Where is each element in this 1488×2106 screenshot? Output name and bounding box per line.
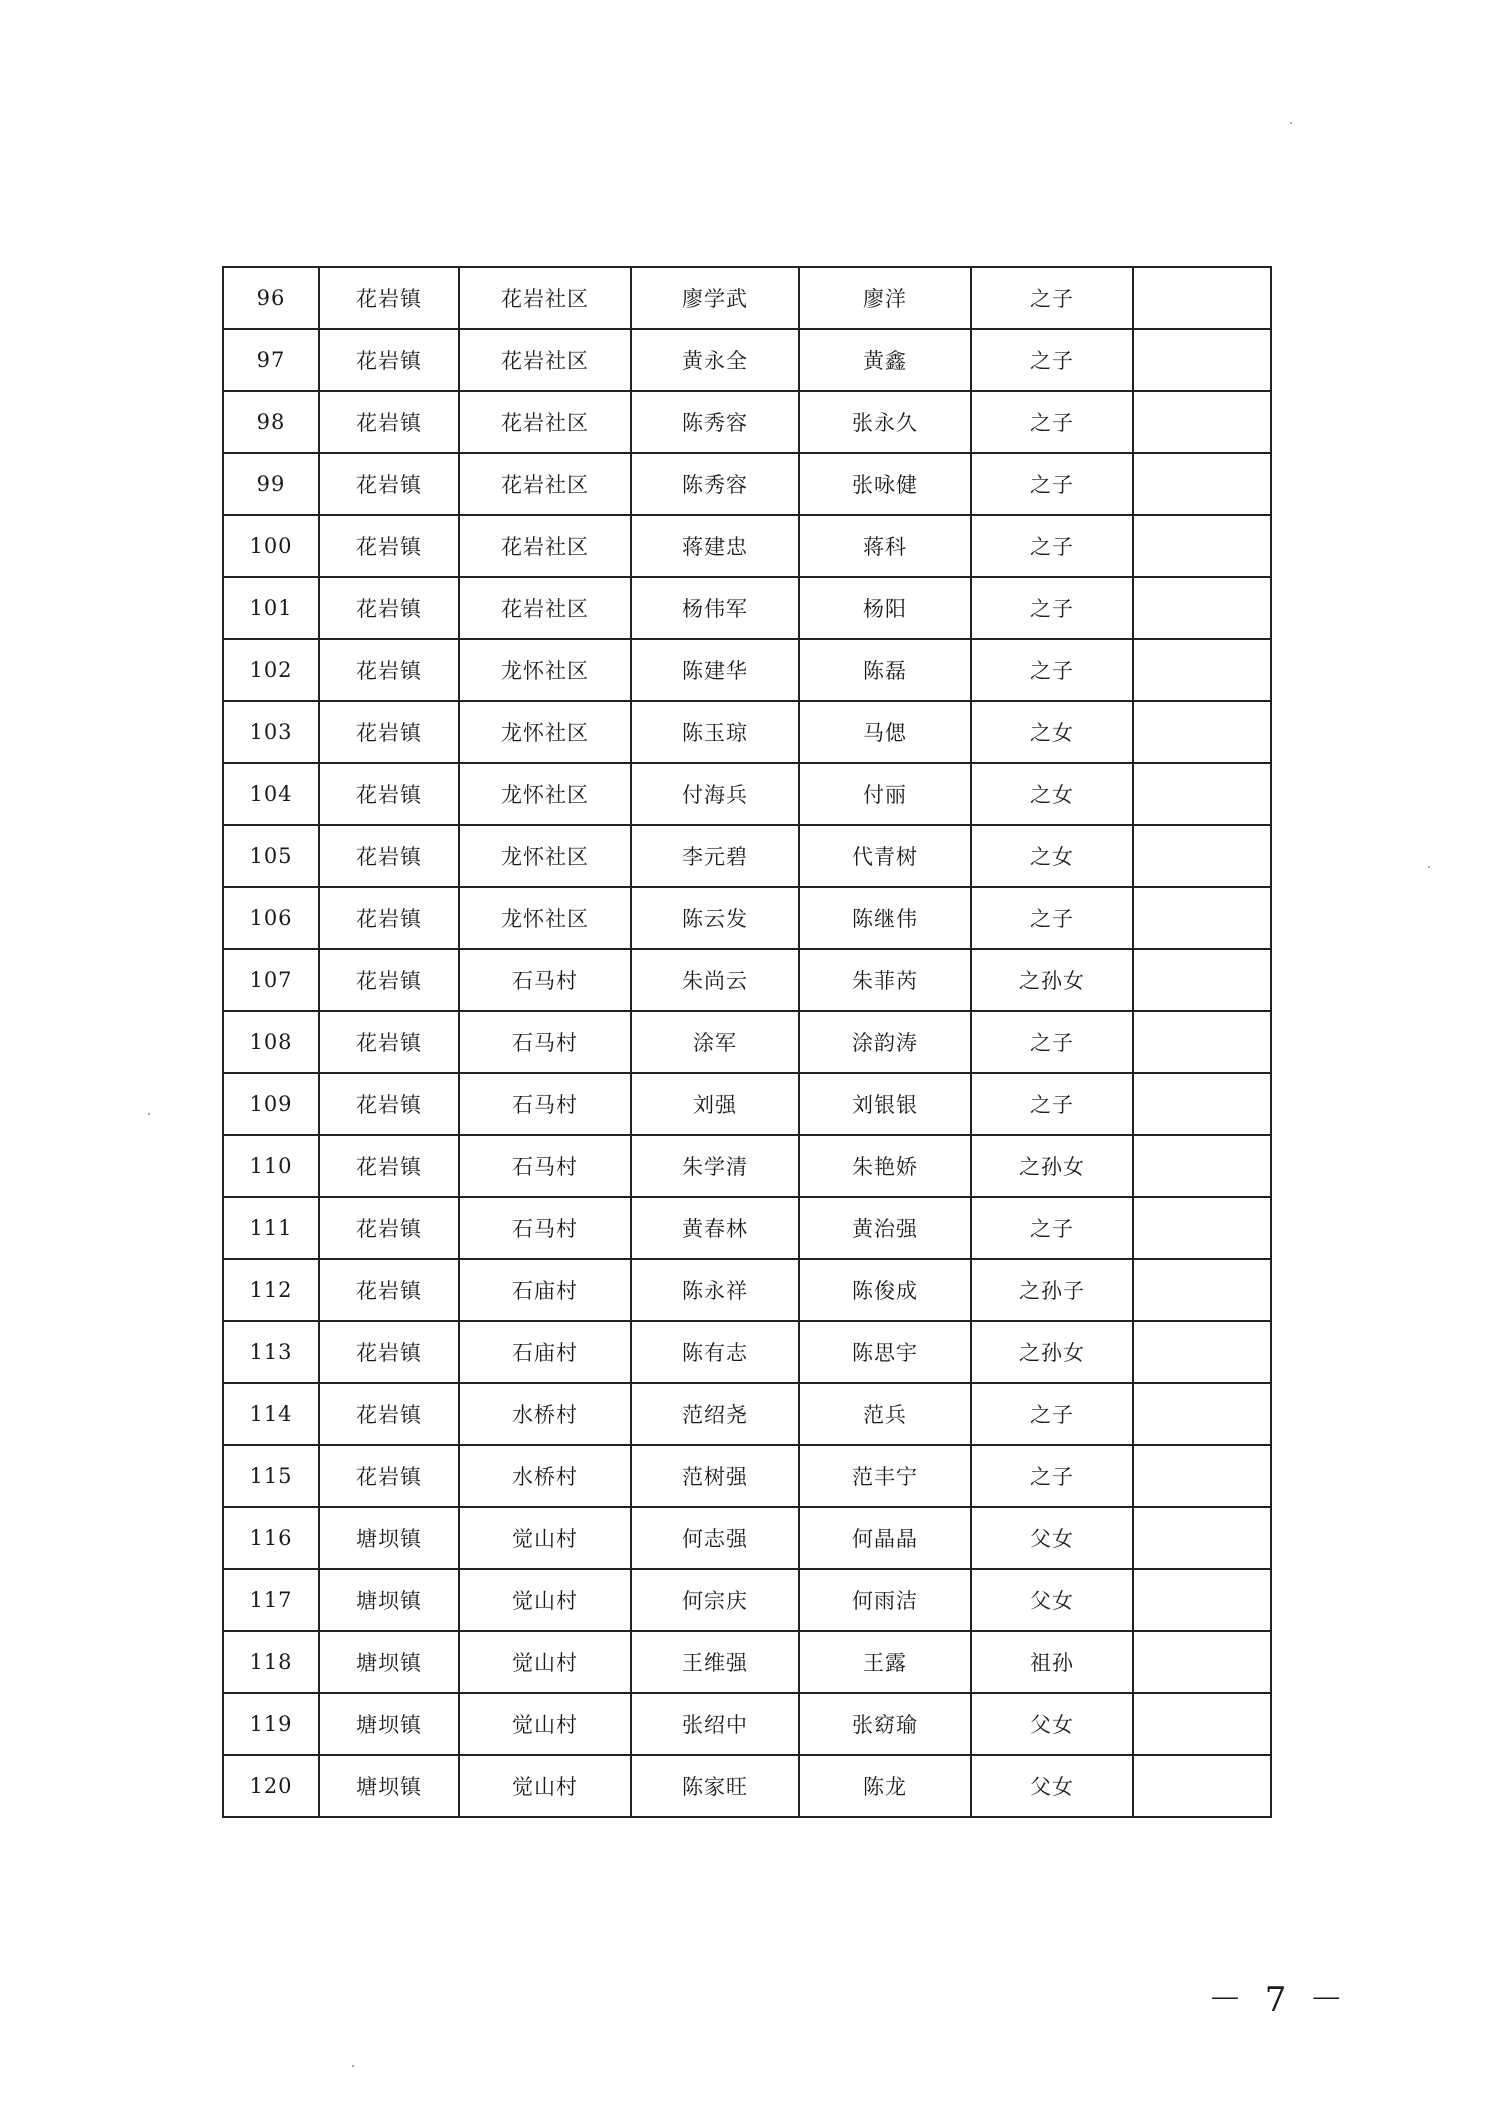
table-row bbox=[223, 1445, 1271, 1507]
relation-cell: 之子 bbox=[971, 639, 1133, 701]
town-cell: 塘坝镇 bbox=[319, 1569, 459, 1631]
relation-cell: 之女 bbox=[971, 701, 1133, 763]
table-row bbox=[223, 949, 1271, 1011]
row-number-cell: 107 bbox=[223, 949, 319, 1011]
parent-name-cell: 杨伟军 bbox=[631, 577, 799, 639]
community-cell: 觉山村 bbox=[459, 1507, 631, 1569]
note-cell bbox=[1133, 391, 1271, 453]
table-row bbox=[223, 1569, 1271, 1631]
community-cell: 水桥村 bbox=[459, 1445, 631, 1507]
community-cell: 石庙村 bbox=[459, 1259, 631, 1321]
town-cell: 花岩镇 bbox=[319, 825, 459, 887]
town-cell: 花岩镇 bbox=[319, 1259, 459, 1321]
parent-name-cell: 朱尚云 bbox=[631, 949, 799, 1011]
relation-cell: 之子 bbox=[971, 887, 1133, 949]
note-cell bbox=[1133, 329, 1271, 391]
note-cell bbox=[1133, 887, 1271, 949]
table-row bbox=[223, 515, 1271, 577]
child-name-cell: 张窈瑜 bbox=[799, 1693, 971, 1755]
community-cell: 龙怀社区 bbox=[459, 825, 631, 887]
table-row bbox=[223, 1321, 1271, 1383]
scan-speck bbox=[148, 1113, 150, 1115]
note-cell bbox=[1133, 1507, 1271, 1569]
town-cell: 花岩镇 bbox=[319, 1197, 459, 1259]
row-number-cell: 111 bbox=[223, 1197, 319, 1259]
table-row bbox=[223, 1197, 1271, 1259]
row-number-cell: 102 bbox=[223, 639, 319, 701]
relation-cell: 之子 bbox=[971, 391, 1133, 453]
note-cell bbox=[1133, 453, 1271, 515]
parent-name-cell: 陈永祥 bbox=[631, 1259, 799, 1321]
child-name-cell: 陈俊成 bbox=[799, 1259, 971, 1321]
relation-cell: 之孙子 bbox=[971, 1259, 1133, 1321]
community-cell: 觉山村 bbox=[459, 1569, 631, 1631]
table-row bbox=[223, 887, 1271, 949]
scan-speck bbox=[1428, 866, 1430, 868]
child-name-cell: 何雨洁 bbox=[799, 1569, 971, 1631]
note-cell bbox=[1133, 763, 1271, 825]
child-name-cell: 何晶晶 bbox=[799, 1507, 971, 1569]
town-cell: 花岩镇 bbox=[319, 1321, 459, 1383]
relation-cell: 之子 bbox=[971, 1011, 1133, 1073]
child-name-cell: 付丽 bbox=[799, 763, 971, 825]
roster-table bbox=[222, 266, 1272, 1818]
relation-cell: 之子 bbox=[971, 453, 1133, 515]
parent-name-cell: 陈建华 bbox=[631, 639, 799, 701]
community-cell: 花岩社区 bbox=[459, 453, 631, 515]
relation-cell: 之孙女 bbox=[971, 1321, 1133, 1383]
relation-cell: 之子 bbox=[971, 577, 1133, 639]
table-row bbox=[223, 701, 1271, 763]
note-cell bbox=[1133, 701, 1271, 763]
row-number-cell: 104 bbox=[223, 763, 319, 825]
community-cell: 花岩社区 bbox=[459, 329, 631, 391]
parent-name-cell: 朱学清 bbox=[631, 1135, 799, 1197]
child-name-cell: 张咏健 bbox=[799, 453, 971, 515]
note-cell bbox=[1133, 1383, 1271, 1445]
relation-cell: 父女 bbox=[971, 1569, 1133, 1631]
community-cell: 水桥村 bbox=[459, 1383, 631, 1445]
parent-name-cell: 何宗庆 bbox=[631, 1569, 799, 1631]
town-cell: 花岩镇 bbox=[319, 1011, 459, 1073]
row-number-cell: 115 bbox=[223, 1445, 319, 1507]
child-name-cell: 杨阳 bbox=[799, 577, 971, 639]
relation-cell: 之女 bbox=[971, 825, 1133, 887]
relation-cell: 之女 bbox=[971, 763, 1133, 825]
table-row bbox=[223, 577, 1271, 639]
row-number-cell: 118 bbox=[223, 1631, 319, 1693]
community-cell: 石马村 bbox=[459, 949, 631, 1011]
community-cell: 龙怀社区 bbox=[459, 701, 631, 763]
relation-cell: 之子 bbox=[971, 1383, 1133, 1445]
note-cell bbox=[1133, 1755, 1271, 1817]
child-name-cell: 陈磊 bbox=[799, 639, 971, 701]
child-name-cell: 蒋科 bbox=[799, 515, 971, 577]
note-cell bbox=[1133, 1693, 1271, 1755]
parent-name-cell: 付海兵 bbox=[631, 763, 799, 825]
community-cell: 石庙村 bbox=[459, 1321, 631, 1383]
relation-cell: 之子 bbox=[971, 267, 1133, 329]
relation-cell: 之子 bbox=[971, 1073, 1133, 1135]
row-number-cell: 114 bbox=[223, 1383, 319, 1445]
note-cell bbox=[1133, 1259, 1271, 1321]
note-cell bbox=[1133, 1197, 1271, 1259]
parent-name-cell: 黄春林 bbox=[631, 1197, 799, 1259]
child-name-cell: 黄鑫 bbox=[799, 329, 971, 391]
parent-name-cell: 范树强 bbox=[631, 1445, 799, 1507]
relation-cell: 之子 bbox=[971, 515, 1133, 577]
town-cell: 花岩镇 bbox=[319, 1445, 459, 1507]
parent-name-cell: 陈玉琼 bbox=[631, 701, 799, 763]
town-cell: 花岩镇 bbox=[319, 1135, 459, 1197]
table-row bbox=[223, 391, 1271, 453]
row-number-cell: 96 bbox=[223, 267, 319, 329]
child-name-cell: 朱菲芮 bbox=[799, 949, 971, 1011]
parent-name-cell: 何志强 bbox=[631, 1507, 799, 1569]
table-row bbox=[223, 267, 1271, 329]
parent-name-cell: 黄永全 bbox=[631, 329, 799, 391]
parent-name-cell: 范绍尧 bbox=[631, 1383, 799, 1445]
scan-speck bbox=[352, 2065, 354, 2067]
town-cell: 花岩镇 bbox=[319, 701, 459, 763]
child-name-cell: 范兵 bbox=[799, 1383, 971, 1445]
community-cell: 龙怀社区 bbox=[459, 887, 631, 949]
community-cell: 花岩社区 bbox=[459, 391, 631, 453]
child-name-cell: 张永久 bbox=[799, 391, 971, 453]
scan-speck bbox=[1290, 122, 1292, 124]
community-cell: 龙怀社区 bbox=[459, 639, 631, 701]
community-cell: 觉山村 bbox=[459, 1693, 631, 1755]
table-row bbox=[223, 1507, 1271, 1569]
relation-cell: 父女 bbox=[971, 1507, 1133, 1569]
town-cell: 花岩镇 bbox=[319, 639, 459, 701]
town-cell: 花岩镇 bbox=[319, 515, 459, 577]
town-cell: 花岩镇 bbox=[319, 949, 459, 1011]
row-number-cell: 120 bbox=[223, 1755, 319, 1817]
parent-name-cell: 陈家旺 bbox=[631, 1755, 799, 1817]
town-cell: 塘坝镇 bbox=[319, 1755, 459, 1817]
note-cell bbox=[1133, 1631, 1271, 1693]
note-cell bbox=[1133, 577, 1271, 639]
table-row bbox=[223, 1631, 1271, 1693]
child-name-cell: 陈思宇 bbox=[799, 1321, 971, 1383]
table-row bbox=[223, 1073, 1271, 1135]
note-cell bbox=[1133, 639, 1271, 701]
relation-cell: 之孙女 bbox=[971, 949, 1133, 1011]
parent-name-cell: 陈秀容 bbox=[631, 453, 799, 515]
child-name-cell: 陈龙 bbox=[799, 1755, 971, 1817]
note-cell bbox=[1133, 1073, 1271, 1135]
table-row bbox=[223, 329, 1271, 391]
row-number-cell: 110 bbox=[223, 1135, 319, 1197]
community-cell: 龙怀社区 bbox=[459, 763, 631, 825]
parent-name-cell: 李元碧 bbox=[631, 825, 799, 887]
note-cell bbox=[1133, 267, 1271, 329]
town-cell: 花岩镇 bbox=[319, 329, 459, 391]
table-row bbox=[223, 1259, 1271, 1321]
community-cell: 花岩社区 bbox=[459, 515, 631, 577]
child-name-cell: 马偲 bbox=[799, 701, 971, 763]
town-cell: 花岩镇 bbox=[319, 887, 459, 949]
row-number-cell: 113 bbox=[223, 1321, 319, 1383]
row-number-cell: 105 bbox=[223, 825, 319, 887]
row-number-cell: 117 bbox=[223, 1569, 319, 1631]
note-cell bbox=[1133, 825, 1271, 887]
parent-name-cell: 涂军 bbox=[631, 1011, 799, 1073]
town-cell: 塘坝镇 bbox=[319, 1693, 459, 1755]
parent-name-cell: 张绍中 bbox=[631, 1693, 799, 1755]
child-name-cell: 涂韵涛 bbox=[799, 1011, 971, 1073]
community-cell: 石马村 bbox=[459, 1135, 631, 1197]
child-name-cell: 陈继伟 bbox=[799, 887, 971, 949]
note-cell bbox=[1133, 1445, 1271, 1507]
row-number-cell: 119 bbox=[223, 1693, 319, 1755]
table-row bbox=[223, 1755, 1271, 1817]
note-cell bbox=[1133, 949, 1271, 1011]
town-cell: 花岩镇 bbox=[319, 267, 459, 329]
table-row bbox=[223, 1011, 1271, 1073]
parent-name-cell: 陈云发 bbox=[631, 887, 799, 949]
table-row bbox=[223, 763, 1271, 825]
row-number-cell: 112 bbox=[223, 1259, 319, 1321]
table-row bbox=[223, 1135, 1271, 1197]
town-cell: 花岩镇 bbox=[319, 453, 459, 515]
table-row bbox=[223, 453, 1271, 515]
row-number-cell: 101 bbox=[223, 577, 319, 639]
row-number-cell: 109 bbox=[223, 1073, 319, 1135]
note-cell bbox=[1133, 1321, 1271, 1383]
town-cell: 花岩镇 bbox=[319, 1383, 459, 1445]
row-number-cell: 116 bbox=[223, 1507, 319, 1569]
parent-name-cell: 陈有志 bbox=[631, 1321, 799, 1383]
community-cell: 花岩社区 bbox=[459, 577, 631, 639]
note-cell bbox=[1133, 515, 1271, 577]
town-cell: 花岩镇 bbox=[319, 1073, 459, 1135]
parent-name-cell: 王维强 bbox=[631, 1631, 799, 1693]
table-row bbox=[223, 639, 1271, 701]
town-cell: 塘坝镇 bbox=[319, 1631, 459, 1693]
note-cell bbox=[1133, 1569, 1271, 1631]
town-cell: 花岩镇 bbox=[319, 763, 459, 825]
parent-name-cell: 廖学武 bbox=[631, 267, 799, 329]
row-number-cell: 98 bbox=[223, 391, 319, 453]
table-row bbox=[223, 1383, 1271, 1445]
child-name-cell: 黄治强 bbox=[799, 1197, 971, 1259]
row-number-cell: 97 bbox=[223, 329, 319, 391]
relation-cell: 之子 bbox=[971, 1197, 1133, 1259]
child-name-cell: 王露 bbox=[799, 1631, 971, 1693]
table-row bbox=[223, 825, 1271, 887]
relation-cell: 父女 bbox=[971, 1693, 1133, 1755]
roster-table-body bbox=[223, 267, 1271, 1817]
row-number-cell: 100 bbox=[223, 515, 319, 577]
community-cell: 石马村 bbox=[459, 1197, 631, 1259]
note-cell bbox=[1133, 1011, 1271, 1073]
note-cell bbox=[1133, 1135, 1271, 1197]
relation-cell: 之孙女 bbox=[971, 1135, 1133, 1197]
child-name-cell: 刘银银 bbox=[799, 1073, 971, 1135]
community-cell: 花岩社区 bbox=[459, 267, 631, 329]
relation-cell: 祖孙 bbox=[971, 1631, 1133, 1693]
row-number-cell: 99 bbox=[223, 453, 319, 515]
table-row bbox=[223, 1693, 1271, 1755]
community-cell: 觉山村 bbox=[459, 1631, 631, 1693]
child-name-cell: 范丰宁 bbox=[799, 1445, 971, 1507]
row-number-cell: 106 bbox=[223, 887, 319, 949]
parent-name-cell: 蒋建忠 bbox=[631, 515, 799, 577]
community-cell: 石马村 bbox=[459, 1011, 631, 1073]
parent-name-cell: 刘强 bbox=[631, 1073, 799, 1135]
town-cell: 塘坝镇 bbox=[319, 1507, 459, 1569]
parent-name-cell: 陈秀容 bbox=[631, 391, 799, 453]
child-name-cell: 廖洋 bbox=[799, 267, 971, 329]
child-name-cell: 朱艳娇 bbox=[799, 1135, 971, 1197]
relation-cell: 之子 bbox=[971, 329, 1133, 391]
relation-cell: 之子 bbox=[971, 1445, 1133, 1507]
relation-cell: 父女 bbox=[971, 1755, 1133, 1817]
row-number-cell: 103 bbox=[223, 701, 319, 763]
community-cell: 石马村 bbox=[459, 1073, 631, 1135]
town-cell: 花岩镇 bbox=[319, 577, 459, 639]
child-name-cell: 代青树 bbox=[799, 825, 971, 887]
row-number-cell: 108 bbox=[223, 1011, 319, 1073]
community-cell: 觉山村 bbox=[459, 1755, 631, 1817]
town-cell: 花岩镇 bbox=[319, 391, 459, 453]
page-number: － 7 － bbox=[1208, 1980, 1350, 2020]
